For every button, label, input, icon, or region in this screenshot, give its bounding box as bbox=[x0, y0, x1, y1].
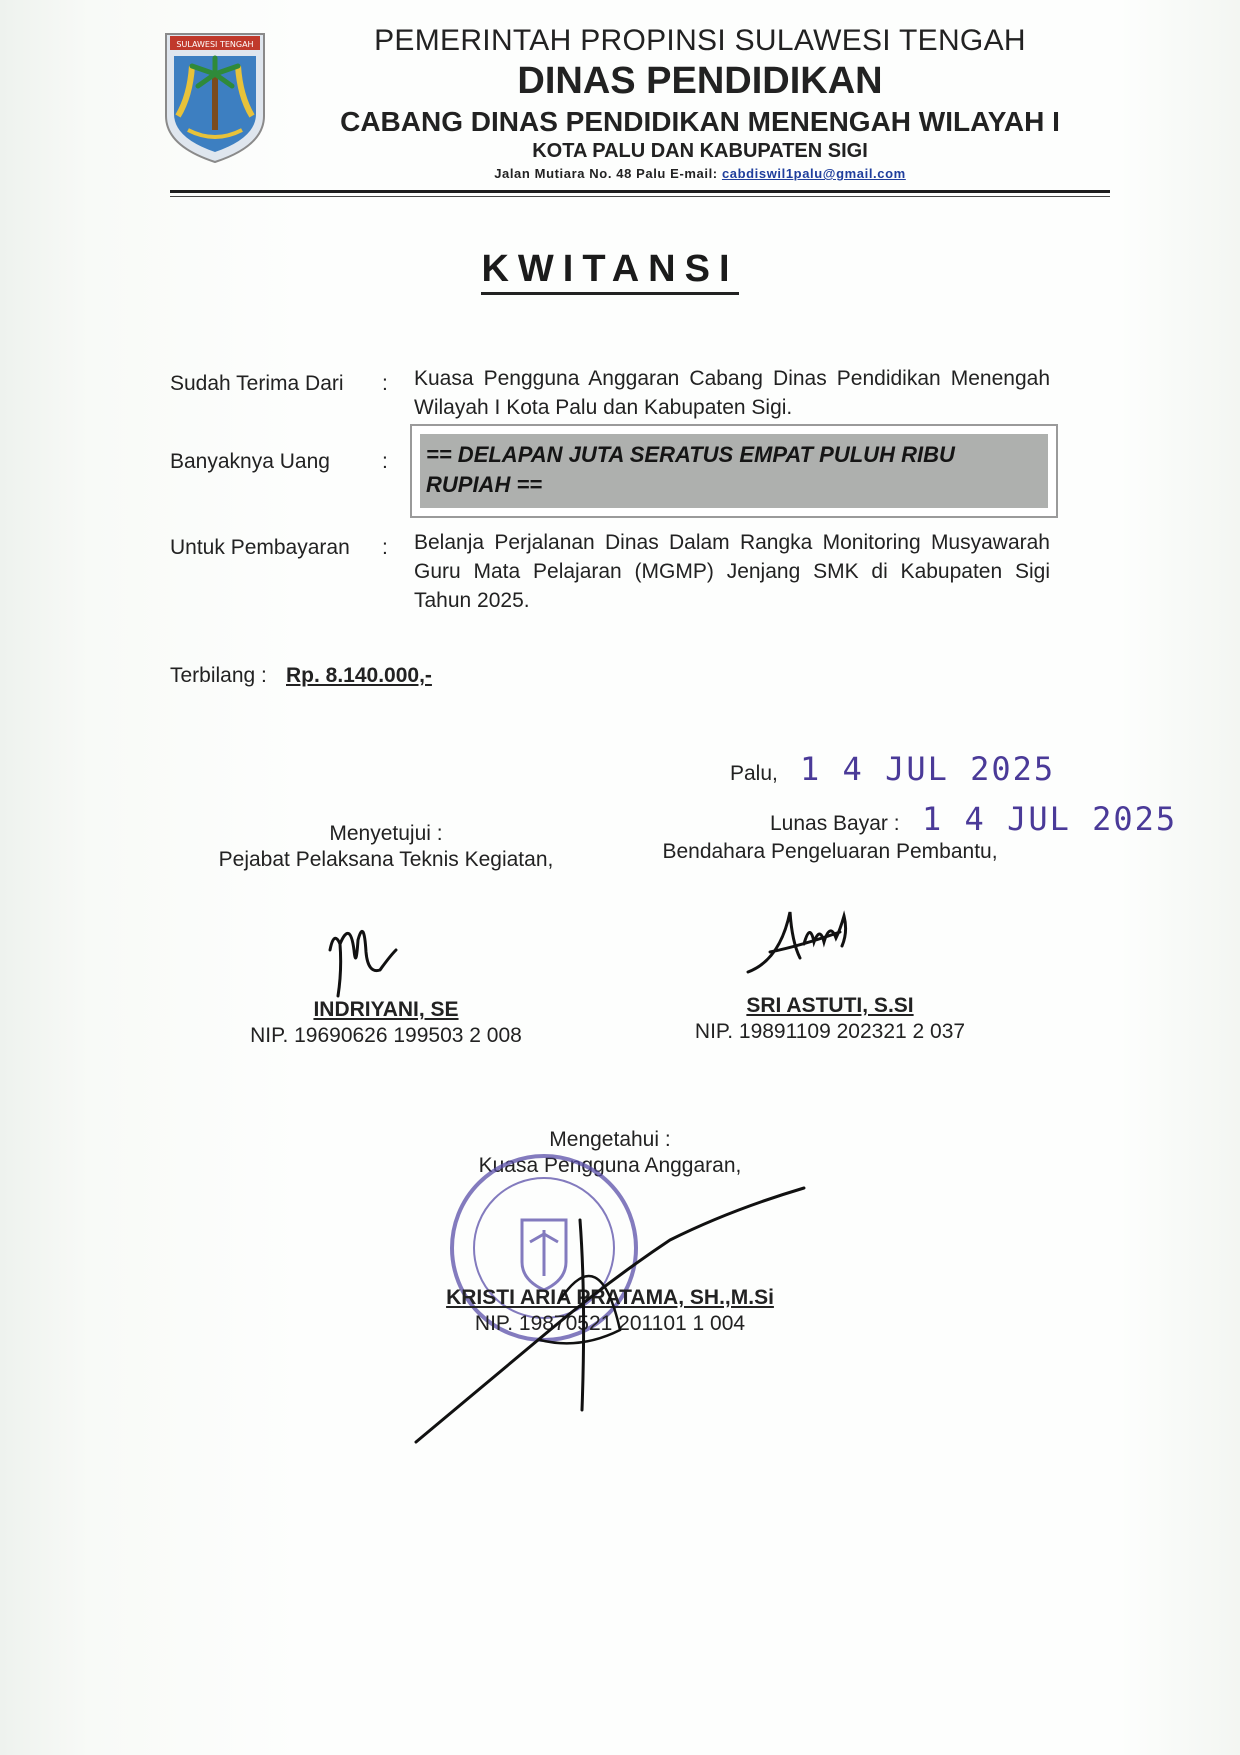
purpose-label: Untuk Pembayaran bbox=[170, 536, 350, 559]
colon: : bbox=[382, 450, 388, 473]
acknowledge-heading: Mengetahui : bbox=[549, 1128, 671, 1151]
authority-name: KRISTI ARIA PRATAMA, SH.,M.Si bbox=[446, 1286, 774, 1309]
letterhead-government: PEMERINTAH PROPINSI SULAWESI TENGAH bbox=[374, 24, 1026, 57]
approver-name: INDRIYANI, SE bbox=[313, 998, 459, 1021]
letterhead-area: KOTA PALU DAN KABUPATEN SIGI bbox=[532, 140, 868, 162]
treasurer-name: SRI ASTUTI, S.SI bbox=[746, 994, 914, 1017]
signature-bottom bbox=[410, 1180, 810, 1450]
letterhead-divider bbox=[170, 190, 1110, 193]
amount-box bbox=[410, 424, 1058, 518]
date-stamp: 1 4 JUL 2025 bbox=[800, 750, 1056, 788]
treasurer-nip: NIP. 19891109 202321 2 037 bbox=[694, 1020, 966, 1043]
signature-right bbox=[740, 902, 860, 982]
paid-date-stamp: 1 4 JUL 2025 bbox=[922, 800, 1178, 838]
purpose-value: Belanja Perjalanan Dinas Dalam Rangka Monitoring Musyawarah Guru Mata Pelajaran (MGMP) Jenjang SMK di Kabupaten Sigi Tahun 2025. bbox=[414, 531, 1050, 612]
acknowledge-role: Kuasa Pengguna Anggaran, bbox=[478, 1154, 742, 1177]
approver-nip: NIP. 19690626 199503 2 008 bbox=[250, 1024, 522, 1047]
logo-label: SULAWESI TENGAH bbox=[176, 40, 254, 49]
colon: : bbox=[382, 372, 388, 395]
document-title bbox=[300, 248, 920, 291]
paid-label: Lunas Bayar : bbox=[770, 812, 900, 835]
document-title-text: KWITANSI bbox=[481, 248, 738, 295]
received-from-label: Sudah Terima Dari bbox=[170, 372, 344, 395]
authority-nip: NIP. 19870521 201101 1 004 bbox=[474, 1312, 746, 1335]
terbilang-label: Terbilang : bbox=[170, 664, 267, 687]
letterhead-divider-thin bbox=[170, 196, 1110, 197]
treasurer-role: Bendahara Pengeluaran Pembantu, bbox=[662, 840, 998, 863]
address-text: Jalan Mutiara No. 48 Palu E-mail: bbox=[494, 166, 722, 181]
place-label: Palu, bbox=[730, 762, 778, 785]
amount-words: == DELAPAN JUTA SERATUS EMPAT PULUH RIBU RUPIAH == bbox=[426, 442, 955, 497]
letterhead-branch: CABANG DINAS PENDIDIKAN MENENGAH WILAYAH I bbox=[340, 106, 1060, 137]
letterhead-address bbox=[300, 166, 1100, 181]
approval-heading: Menyetujui : bbox=[329, 822, 443, 845]
email-link[interactable]: cabdiswil1palu@gmail.com bbox=[721, 166, 906, 181]
signature-left bbox=[320, 910, 400, 1000]
colon: : bbox=[382, 536, 388, 559]
amount-label: Banyaknya Uang bbox=[170, 450, 330, 473]
approval-role: Pejabat Pelaksana Teknis Kegiatan, bbox=[218, 848, 554, 871]
province-emblem-logo bbox=[160, 26, 270, 166]
received-from-value: Kuasa Pengguna Anggaran Cabang Dinas Pendidikan Menengah Wilayah I Kota Palu dan Kabupaten Sigi. bbox=[414, 367, 1050, 419]
terbilang-value: Rp. 8.140.000,- bbox=[286, 664, 432, 687]
letterhead-agency: DINAS PENDIDIKAN bbox=[517, 60, 883, 102]
